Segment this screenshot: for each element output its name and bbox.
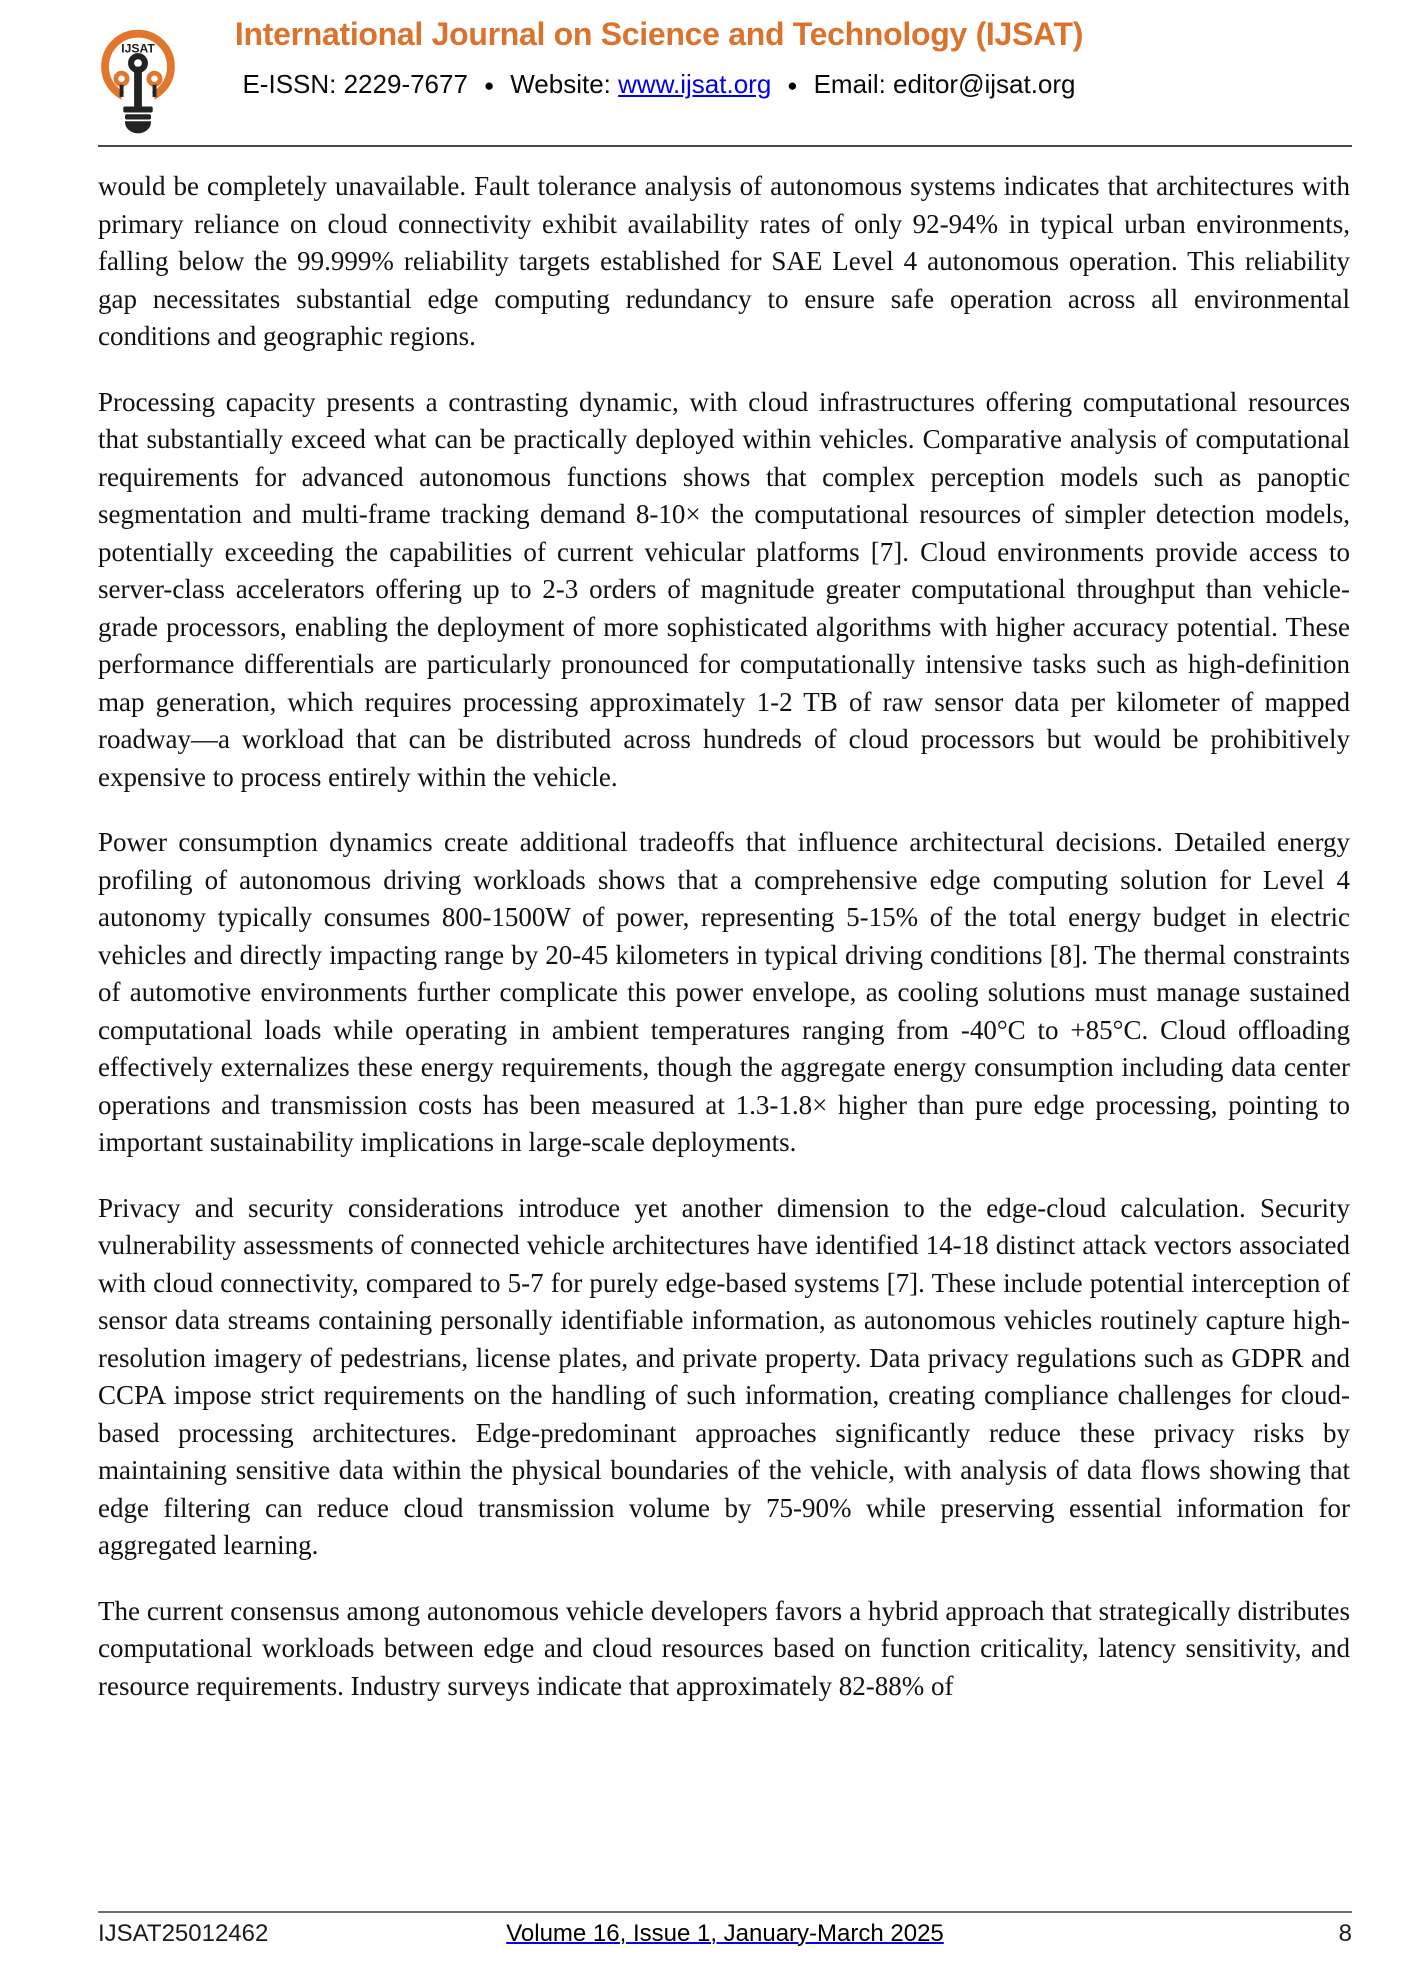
paragraph: Privacy and security considerations introduce yet another dimension to the edge-cloud calculation. Security vulnerability assessments of connected vehicle architectures have identified 14-18 distinct attack vectors associated with cloud connectivity, compared to 5-7 for purely edge-based systems [7]. These include potential interception of sensor data streams containing personally identifiable information, as autonomous vehicles routinely capture high-resolution imagery of pedestrians, license plates, and private property. Data privacy regulations such as GDPR and CCPA impose strict requirements on the handling of such information, creating compliance challenges for cloud-based processing architectures. Edge-predominant approaches significantly reduce these privacy risks by maintaining sensitive data within the physical boundaries of the vehicle, with analysis of data flows showing that edge filtering can reduce cloud transmission volume by 75-90% while preserving essential information for aggregated learning.: [98, 1192, 1350, 1560]
footer: [98, 1920, 1352, 1948]
paragraph: The current consensus among autonomous vehicle developers favors a hybrid approach that strategically distributes computational workloads between edge and cloud resources based on function criticality, latency sensitivity, and resource requirements. Industry surveys indicate that approximately 82-88% of: [98, 1595, 1350, 1701]
journal-title: International Journal on Science and Technology (IJSAT): [234, 16, 1084, 52]
logo-text: IJSAT: [121, 41, 155, 56]
website-link[interactable]: www.ijsat.org: [618, 69, 772, 99]
journal-contact-line: [233, 69, 1085, 100]
volume-issue-link[interactable]: Volume 16, Issue 1, January-March 2025: [506, 1920, 944, 1947]
footer-divider: [98, 1911, 1352, 1913]
bullet-separator-icon: ●: [483, 76, 495, 95]
paragraph: Processing capacity presents a contrasting dynamic, with cloud infrastructures offering computational resources that substantially exceed what can be practically deployed within vehicles. Comparative analysis of computational requirements for advanced autonomous functions shows that complex perception models such as panoptic segmentation and multi-frame tracking demand 8-10× the computational resources of simpler detection models, potentially exceeding the capabilities of current vehicular platforms [7]. Cloud environments provide access to server-class accelerators offering up to 2-3 orders of magnitude greater computational throughput than vehicle-grade processors, enabling the deployment of more sophisticated algorithms with higher accuracy potential. These performance differentials are particularly pronounced for computationally intensive tasks such as high-definition map generation, which requires processing approximately 1-2 TB of raw sensor data per kilometer of mapped roadway—a workload that can be distributed across hundreds of cloud processors but would be prohibitively expensive to process entirely within the vehicle.: [98, 386, 1350, 792]
ijsat-logo: [86, 8, 190, 146]
page-number: 8: [1338, 1920, 1352, 1947]
article-body: [98, 168, 1350, 1733]
lightbulb-circuit-icon: [86, 8, 190, 146]
paragraph: would be completely unavailable. Fault tolerance analysis of autonomous systems indicates that architectures with primary reliance on cloud connectivity exhibit availability rates of only 92-94% in typical urban environments, falling below the 99.999% reliability targets established for SAE Level 4 autonomous operation. This reliability gap necessitates substantial edge computing redundancy to ensure safe operation across all environmental conditions and geographic regions.: [98, 171, 1350, 351]
website-label: Website:: [510, 69, 611, 99]
bullet-separator-icon: ●: [787, 76, 798, 95]
eissn-text: E-ISSN: 2229-7677: [242, 69, 468, 99]
paper-id: IJSAT25012462: [98, 1920, 269, 1947]
email-text: Email: editor@ijsat.org: [813, 69, 1076, 99]
header: [233, 16, 1085, 100]
header-divider: [98, 145, 1352, 147]
paragraph: Power consumption dynamics create additional tradeoffs that influence architectural decisions. Detailed energy profiling of autonomous driving workloads shows that a comprehensive edge computing solution for Level 4 autonomy typically consumes 800-1500W of power, representing 5-15% of the total energy budget in electric vehicles and directly impacting range by 20-45 kilometers in typical driving conditions [8]. The thermal constraints of automotive environments further complicate this power envelope, as cooling solutions must manage sustained computational loads while operating in ambient temperatures ranging from -40°C to +85°C. Cloud offloading effectively externalizes these energy requirements, though the aggregate energy consumption including data center operations and transmission costs has been measured at 1.3-1.8× higher than pure edge processing, pointing to important sustainability implications in large-scale deployments.: [98, 827, 1350, 1157]
